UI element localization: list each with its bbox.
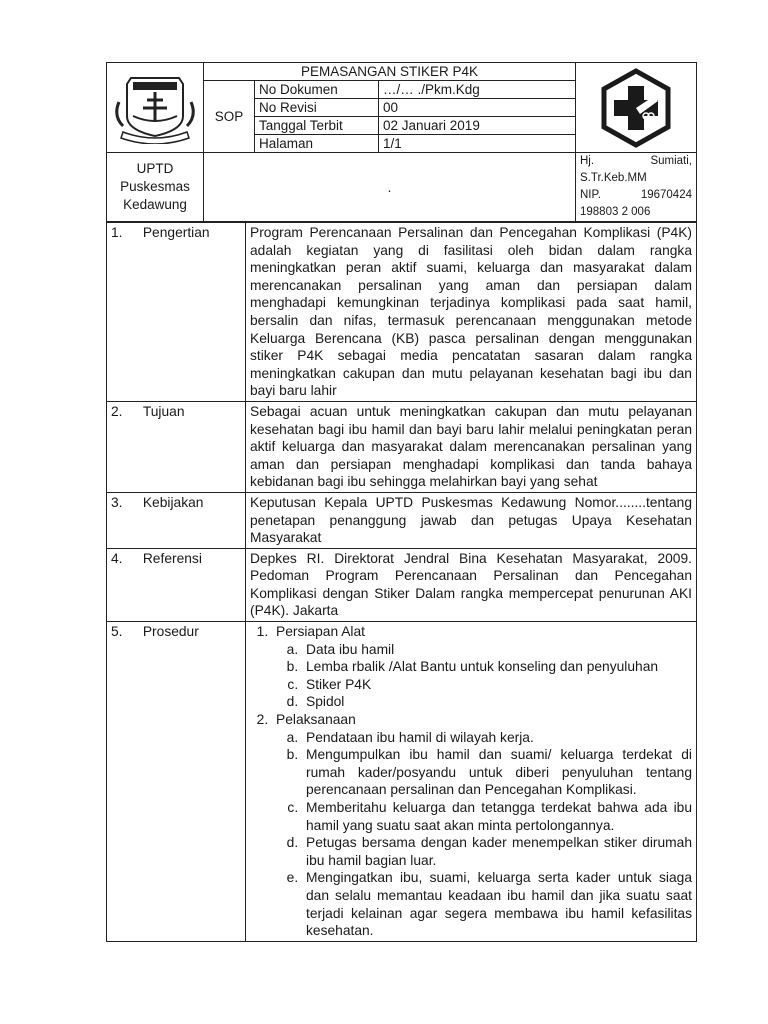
procedure-steps xyxy=(250,623,692,940)
sign-text: S.Tr.Keb.MM xyxy=(580,172,647,184)
organization-name xyxy=(107,153,204,222)
org-line: UPTD xyxy=(136,161,174,176)
section-heading xyxy=(107,548,246,621)
document-title: PEMASANGAN STIKER P4K xyxy=(204,63,576,81)
section-text: Keputusan Kepala UPTD Puskesmas Kedawung Nomor........tentang penetapan penanggung jawab dan petugas Upaya Kesehatan Masyarakat xyxy=(246,492,697,548)
section-row xyxy=(107,223,697,402)
section-row xyxy=(107,622,697,942)
meta-label: Halaman xyxy=(255,135,379,153)
section-row xyxy=(107,548,697,621)
meta-label: Tanggal Terbit xyxy=(255,117,379,135)
section-title: Referensi xyxy=(142,550,202,566)
sign-text: NIP. xyxy=(580,189,601,201)
sign-text: 19670424 xyxy=(640,189,692,201)
org-line: Kedawung xyxy=(123,197,187,212)
sign-text: Sumiati, xyxy=(650,155,692,167)
section-number: 5. xyxy=(111,624,123,640)
section-text: Program Perencanaan Persalinan dan Pencegahan Komplikasi (P4K) adalah kegiatan yang di fasilitasi oleh bidan dalam rangka meningkatkan peran aktif suami, keluarga dan masyarakat dalam merencanakan persalinan yang aman dan persiapan dalam menghadapi kemungkinan terjadinya komplikasi pada saat hamil, bersalin dan nifas, termasuk perencanaan menggunakan metode Keluarga Berencana (KB) pasca persalinan dengan menggunakan stiker P4K sebagai media pencatatan sasaran dalam rangka meningkatkan cakupan dan mutu pelayanan kesehatan bagi ibu dan bayi baru lahir xyxy=(246,223,697,402)
sop-header-table xyxy=(106,62,697,222)
puskesmas-logo-cell xyxy=(576,63,697,153)
meta-value: 00 xyxy=(379,99,576,117)
list-item: d. Spidol xyxy=(302,693,692,711)
meta-value: …/… ./Pkm.Kdg xyxy=(379,81,576,99)
step-title: Pelaksanaan xyxy=(276,712,356,728)
meta-label: No Revisi xyxy=(255,99,379,117)
sign-text: 198803 2 006 xyxy=(580,206,651,218)
meta-value: 02 Januari 2019 xyxy=(379,117,576,135)
sop-content-table xyxy=(106,222,697,942)
meta-value: 1/1 xyxy=(379,135,576,153)
procedure-step xyxy=(272,711,692,940)
section-title: Pengertian xyxy=(142,225,210,240)
section-title: Tujuan xyxy=(142,403,185,419)
regency-logo-cell xyxy=(107,63,204,153)
signatory-block xyxy=(576,153,697,222)
procedure-step xyxy=(272,623,692,711)
step-title: Persiapan Alat xyxy=(276,624,365,640)
list-item: b. Lemba rbalik /Alat Bantu untuk konseling dan penyuluhan xyxy=(302,658,692,676)
list-item: a. Data ibu hamil xyxy=(302,641,692,659)
section-number: 3. xyxy=(111,494,123,510)
section-title: Kebijakan xyxy=(142,494,204,510)
org-line: Puskesmas xyxy=(120,179,190,194)
sign-text: Hj. xyxy=(580,155,595,167)
puskesmas-logo-icon xyxy=(596,68,676,148)
section-row xyxy=(107,492,697,548)
section-number: 4. xyxy=(111,550,123,566)
list-item: e. Mengingatkan ibu, suami, keluarga serta kader untuk siaga dan selalu memantau keadaan ibu hamil dan jika suatu saat terjadi kelainan agar segera membawa ibu hamil kefasilitas kesehatan. xyxy=(302,869,692,939)
step-items xyxy=(276,641,692,711)
list-item: c. Stiker P4K xyxy=(302,676,692,694)
section-number: 2. xyxy=(111,403,123,419)
section-text: Sebagai acuan untuk meningkatkan cakupan dan mutu pelayanan kesehatan bagi ibu hamil dan bayi baru lahir melalui peningkatan peran aktif keluarga dan masyarakat dalam merencanakan persalinan yang aman dan persiapan menghadapi komplikasi dan tanda bahaya kebidanan bagi ibu sehingga melahirkan bayi yang sehat xyxy=(246,401,697,492)
middle-mark: . xyxy=(204,153,576,222)
list-item: c. Memberitahu keluarga dan tetangga terdekat bahwa ada ibu hamil yang suatu saat akan minta pertolongannya. xyxy=(302,799,692,834)
section-number: 1. xyxy=(111,225,123,240)
section-heading xyxy=(107,223,246,402)
procedure-content xyxy=(246,622,697,942)
section-heading xyxy=(107,622,246,942)
sop-label: SOP xyxy=(204,81,255,153)
list-item: a. Pendataan ibu hamil di wilayah kerja. xyxy=(302,729,692,747)
regency-crest-icon xyxy=(109,72,201,144)
section-text: Depkes RI. Direktorat Jendral Bina Kesehatan Masyarakat, 2009. Pedoman Program Perencanaan Persalinan dan Pencegahan Komplikasi dengan Stiker Dalam rangka mempercepat penurunan AKI (P4K). Jakarta xyxy=(246,548,697,621)
step-items xyxy=(276,729,692,940)
section-heading xyxy=(107,492,246,548)
section-heading xyxy=(107,401,246,492)
meta-label: No Dokumen xyxy=(255,81,379,99)
list-item: b. Mengumpulkan ibu hamil dan suami/ keluarga terdekat di rumah kader/posyandu untuk diberi penyuluhan tentang perencanaan persalinan dan Pencegahan Komplikasi. xyxy=(302,746,692,799)
section-title: Prosedur xyxy=(142,624,199,640)
section-row xyxy=(107,401,697,492)
list-item: d. Petugas bersama dengan kader menempelkan stiker dirumah ibu hamil bagian luar. xyxy=(302,834,692,869)
